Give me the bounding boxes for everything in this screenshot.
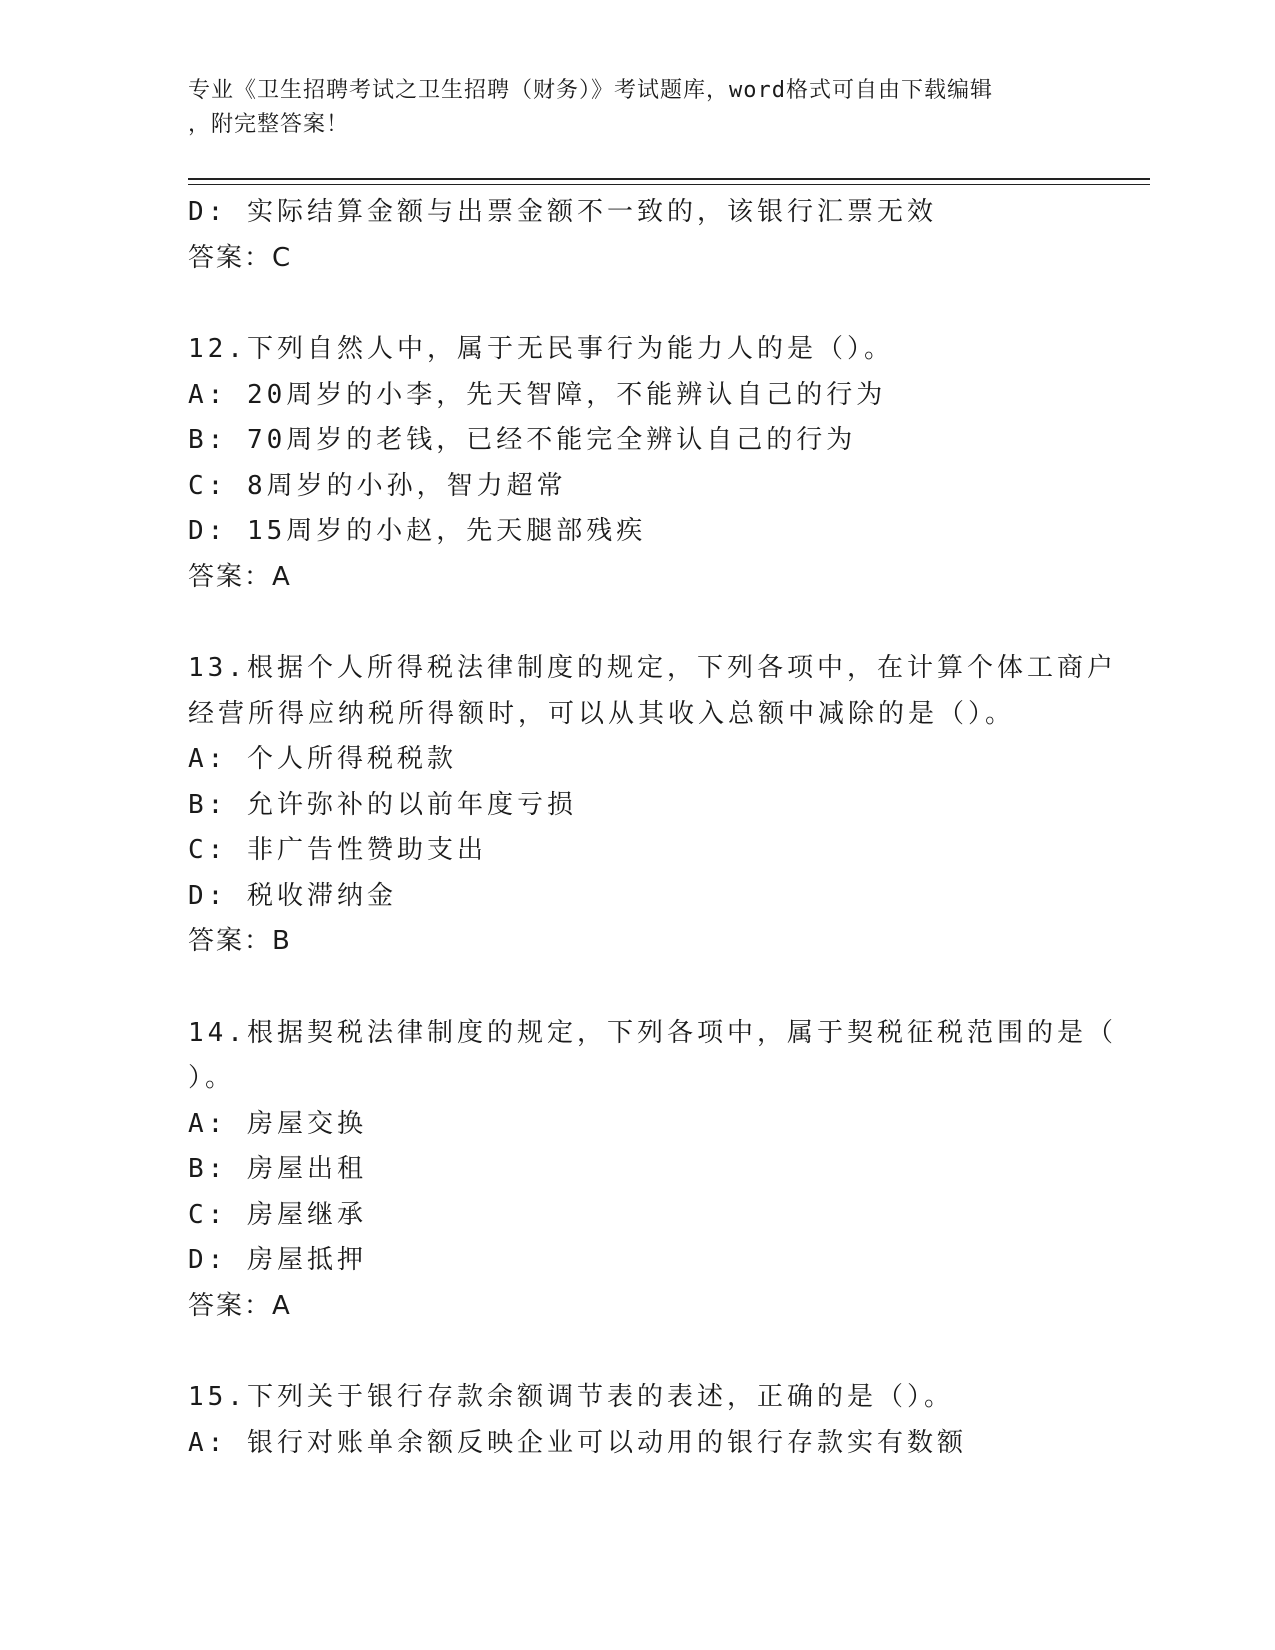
question-stem: 13.根据个人所得税法律制度的规定，下列各项中，在计算个体工商户 (188, 653, 1117, 683)
question-stem-cont: 经营所得应纳税所得额时，可以从其收入总额中减除的是（）。 (188, 698, 1016, 729)
option-a: A: 房屋交换 (188, 1108, 367, 1139)
page-header (188, 74, 1068, 142)
option-a: A: 银行对账单余额反映企业可以动用的银行存款实有数额 (188, 1427, 967, 1458)
question-stem: 14.根据契税法律制度的规定，下列各项中，属于契税征税范围的是（ (188, 1017, 1117, 1048)
option-d: D: 税收滞纳金 (188, 880, 397, 911)
question-list (188, 190, 1117, 1466)
option-d: D: 实际结算金额与出票金额不一致的，该银行汇票无效 (188, 197, 937, 227)
answer: 答案：C (188, 242, 293, 273)
option-d: D: 15周岁的小赵，先天腿部残疾 (188, 516, 647, 546)
option-b: B: 允许弥补的以前年度亏损 (188, 789, 577, 820)
question-stem-cont: ）。 (188, 1063, 236, 1093)
answer: 答案：B (188, 926, 292, 956)
answer: 答案：A (188, 1290, 292, 1321)
header-divider-thick (188, 178, 1150, 180)
option-b: B: 房屋出租 (188, 1154, 367, 1184)
option-c: C: 非广告性赞助支出 (188, 835, 487, 865)
header-divider-thin (188, 184, 1150, 185)
option-c: C: 8周岁的小孙，智力超常 (188, 470, 567, 501)
question-stem: 12.下列自然人中，属于无民事行为能力人的是（）。 (188, 334, 894, 364)
header-line-1: 专业《卫生招聘考试之卫生招聘（财务）》考试题库，word格式可自由下载编辑 (188, 78, 993, 103)
option-c: C: 房屋继承 (188, 1199, 367, 1230)
question-stem: 15.下列关于银行存款余额调节表的表述，正确的是（）。 (188, 1382, 954, 1412)
header-line-2: ，附完整答案！ (188, 112, 350, 137)
option-a: A: 20周岁的小李，先天智障，不能辨认自己的行为 (188, 379, 887, 410)
option-d: D: 房屋抵押 (188, 1245, 367, 1275)
option-a: A: 个人所得税税款 (188, 744, 457, 774)
answer: 答案：A (188, 561, 292, 592)
option-b: B: 70周岁的老钱，已经不能完全辨认自己的行为 (188, 425, 857, 455)
